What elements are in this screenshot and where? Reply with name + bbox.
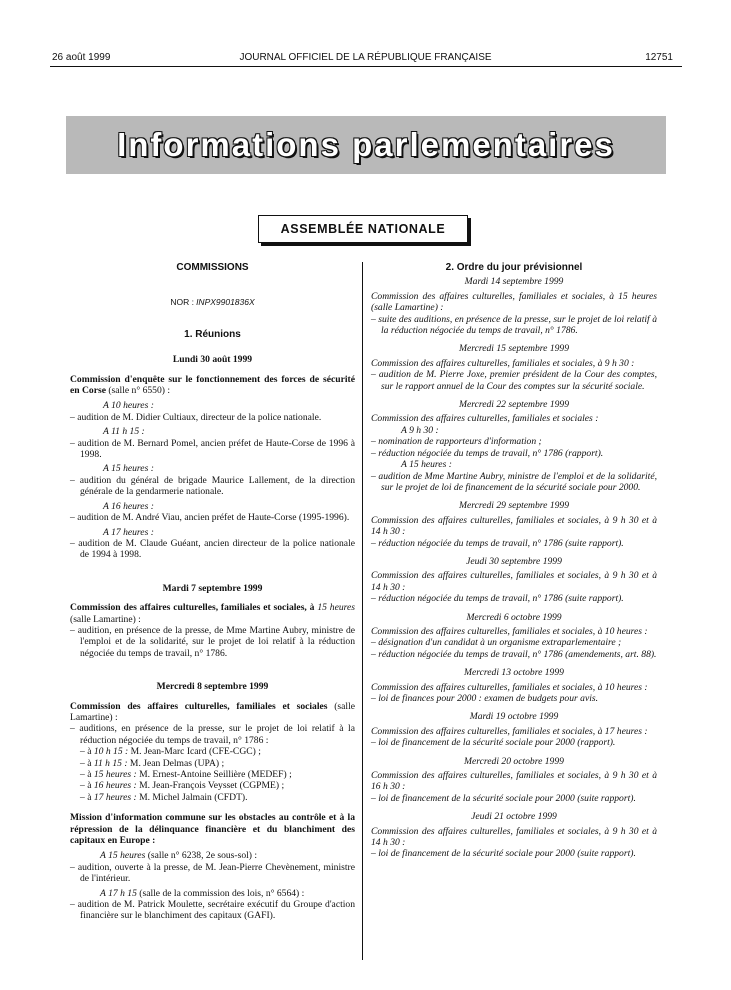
agenda-item: – désignation d'un candidat à un organisme extraparlementaire ;	[371, 637, 622, 649]
time-label: A 15 heures :	[401, 459, 452, 471]
commission-heading: Commission des affaires culturelles, familiales et sociales, à 9 h 30 et à 14 h 30 :	[371, 514, 657, 538]
date-heading: Mercredi 29 septembre 1999	[458, 500, 570, 512]
mission-heading: Mission d'information commune sur les obstacles au contrôle et à la répression de la délinquance financière et du blanchiment des capitaux en Europe :	[70, 812, 355, 847]
date-heading: Mercredi 15 septembre 1999	[458, 343, 570, 355]
nor-value: INPX9901836X	[196, 297, 255, 308]
commission-heading: Commission d'enquête sur le fonctionnement des forces de sécurité en Corse (salle n° 6550) :	[70, 373, 355, 397]
agenda-item: – audition, ouverte à la presse, de M. Jean-Pierre Chevènement, ministre de l'intérieur.	[70, 861, 355, 885]
commission-heading: Commission des affaires culturelles, familiales et sociales, à 9 h 30 et à 16 h 30 :	[371, 770, 657, 793]
sub-item-text: M. Jean Delmas (UPA) ;	[127, 757, 225, 769]
date-heading: Jeudi 30 septembre 1999	[466, 555, 562, 567]
time-label: A 17 heures :	[103, 526, 154, 538]
sub-item	[70, 746, 355, 757]
agenda-item: – audition de M. Patrick Moulette, secrétaire exécutif du Groupe d'action financière sur le blanchiment des capitaux (GAFI).	[70, 899, 355, 922]
time-label: A 16 heures :	[103, 500, 154, 512]
time-label: A 11 h 15 :	[103, 426, 145, 438]
commission-heading: Commission des affaires culturelles, familiales et sociales, à 9 h 30 et à 14 h 30 :	[371, 825, 657, 849]
agenda-item: – audition de Mme Martine Aubry, ministre de l'emploi et de la solidarité, sur le projet de loi de financement de la sécurité sociale pour 2000.	[371, 470, 657, 493]
agenda-item: – audition de M. Claude Guéant, ancien directeur de la police nationale de 1994 à 1998.	[70, 537, 355, 561]
journal-title: JOURNAL OFFICIEL DE LA RÉPUBLIQUE FRANÇAISE	[239, 52, 492, 63]
chamber-title: ASSEMBLÉE NATIONALE	[280, 222, 446, 236]
chamber-box	[258, 215, 468, 243]
agenda-item: – réduction négociée du temps de travail, n° 1786 (suite rapport).	[371, 593, 624, 605]
header-date: 26 août 1999	[52, 52, 111, 63]
nor-label: NOR :	[170, 297, 194, 308]
sub-item-time: 15 heures :	[93, 769, 137, 780]
time-label: A 9 h 30 :	[401, 424, 439, 436]
agenda-item: – réduction négociée du temps de travail, n° 1786 (suite rapport).	[371, 537, 624, 549]
section-heading: 2. Ordre du jour prévisionnel	[445, 262, 583, 273]
agenda-item: – audition, en présence de la presse, de Mme Martine Aubry, ministre de l'emploi et de la solidarité, sur le projet de loi relatif à la réduction négociée du temps de travail, n° 1786.	[70, 624, 355, 659]
sub-item-text: M. Michel Jalmain (CFDT).	[136, 791, 248, 803]
agenda-item: – loi de finances pour 2000 : examen de budgets pour avis.	[371, 693, 599, 704]
date-heading: Mercredi 6 octobre 1999	[466, 611, 562, 623]
banner-title: Informations parlementaires	[117, 126, 615, 163]
agenda-item: – nomination de rapporteurs d'information ;	[371, 436, 542, 448]
agenda-item: – audition de M. Didier Cultiaux, directeur de la police nationale.	[70, 411, 322, 423]
page-number: 12751	[645, 52, 673, 63]
sub-item-prefix: – à	[80, 746, 94, 758]
date-heading: Mercredi 20 octobre 1999	[464, 755, 564, 767]
section-heading: COMMISSIONS	[176, 262, 249, 273]
header-rule	[50, 66, 682, 67]
nor-reference	[70, 297, 355, 308]
time-label: A 17 h 15 (salle de la commission des lois, n° 6564) :	[100, 887, 305, 899]
commission-heading: Commission des affaires culturelles, familiales et sociales, à 17 heures :	[371, 725, 648, 737]
date-heading: Mercredi 22 septembre 1999	[458, 399, 570, 411]
sub-item-text: M. Ernest-Antoine Seillière (MEDEF) ;	[136, 769, 292, 780]
sub-item	[70, 780, 355, 791]
date-heading: Mardi 14 septembre 1999	[464, 276, 564, 288]
agenda-item: – loi de financement de la sécurité sociale pour 2000 (rapport).	[371, 737, 616, 749]
agenda-item: – audition du général de brigade Maurice Lallement, de la direction générale de la gendarmerie nationale.	[70, 474, 355, 498]
commission-heading: Commission des affaires culturelles, familiales et sociales (salle Lamartine) :	[70, 700, 355, 723]
sub-item-time: 11 h 15 :	[93, 757, 128, 769]
agenda-item: – réduction négociée du temps de travail, n° 1786 (rapport).	[371, 447, 604, 459]
date-heading: Lundi 30 août 1999	[172, 354, 253, 366]
commission-heading: Commission des affaires culturelles, familiales et sociales :	[371, 413, 599, 425]
agenda-days	[371, 276, 657, 859]
sub-item	[70, 792, 355, 803]
agenda-item: – suite des auditions, en présence de la presse, sur le projet de loi relatif à la réduction négociée du temps de travail, n° 1786.	[371, 313, 657, 337]
date-heading: Mardi 19 octobre 1999	[469, 711, 559, 723]
sub-item-prefix: – à	[80, 757, 94, 769]
date-heading: Mercredi 13 octobre 1999	[464, 667, 564, 679]
sub-item-text: M. Jean-Marc Icard (CFE-CGC) ;	[128, 746, 261, 758]
commission-heading: Commission des affaires culturelles, familiales et sociales, à 15 heures (salle Lamartine) :	[70, 602, 355, 625]
commission-heading: Commission des affaires culturelles, familiales et sociales, à 10 heures :	[371, 625, 648, 637]
section-banner	[66, 116, 666, 174]
date-heading: Mercredi 8 septembre 1999	[156, 681, 269, 693]
sub-item-prefix: – à	[80, 769, 94, 780]
sub-item-text: M. Jean-François Veysset (CGPME) ;	[136, 780, 285, 792]
agenda-item: – réduction négociée du temps de travail, n° 1786 (amendements, art. 88).	[371, 648, 657, 660]
sub-item	[70, 769, 355, 780]
sub-item	[70, 758, 355, 769]
sub-item-time: 10 h 15 :	[93, 746, 129, 758]
agenda-item: – audition de M. Bernard Pomel, ancien préfet de Haute-Corse de 1996 à 1998.	[70, 437, 355, 461]
agenda-item: – auditions, en présence de la presse, sur le projet de loi relatif à la réduction négociée du temps de travail, n° 1786 :	[70, 723, 355, 746]
time-label: A 15 heures :	[103, 463, 154, 475]
sub-item-time: 17 heures :	[93, 791, 137, 803]
left-column	[70, 262, 355, 922]
agenda-item: – loi de financement de la sécurité sociale pour 2000 (suite rapport).	[371, 792, 636, 804]
date-heading: Jeudi 21 octobre 1999	[471, 811, 557, 823]
date-heading: Mardi 7 septembre 1999	[162, 582, 263, 594]
commission-heading: Commission des affaires culturelles, familiales et sociales, à 10 heures :	[371, 681, 648, 693]
time-label: A 15 heures (salle n° 6238, 2e sous-sol) :	[100, 850, 258, 862]
sub-item-list	[70, 746, 355, 803]
time-label: A 10 heures :	[103, 400, 154, 412]
agenda-item: – loi de financement de la sécurité sociale pour 2000 (suite rapport).	[371, 848, 636, 860]
sub-item-prefix: – à	[80, 791, 94, 803]
column-divider	[362, 262, 363, 960]
sub-item-time: 16 heures :	[93, 780, 137, 792]
subsection-heading: 1. Réunions	[184, 328, 241, 340]
agenda-item: – audition de M. André Viau, ancien préfet de Haute-Corse (1995-1996).	[70, 512, 350, 524]
right-column	[371, 262, 657, 860]
commission-heading: Commission des affaires culturelles, familiales et sociales, à 9 h 30 et à 14 h 30 :	[371, 570, 657, 593]
agenda-item: – audition de M. Pierre Joxe, premier président de la Cour des comptes, sur le rapport annuel de la Cour des comptes sur la sécurité sociale.	[371, 369, 657, 392]
commission-heading: Commission des affaires culturelles, familiales et sociales, à 15 heures (salle Lamartine) :	[371, 290, 657, 314]
sub-item-prefix: – à	[80, 780, 94, 792]
commission-heading: Commission des affaires culturelles, familiales et sociales, à 9 h 30 :	[371, 357, 635, 369]
